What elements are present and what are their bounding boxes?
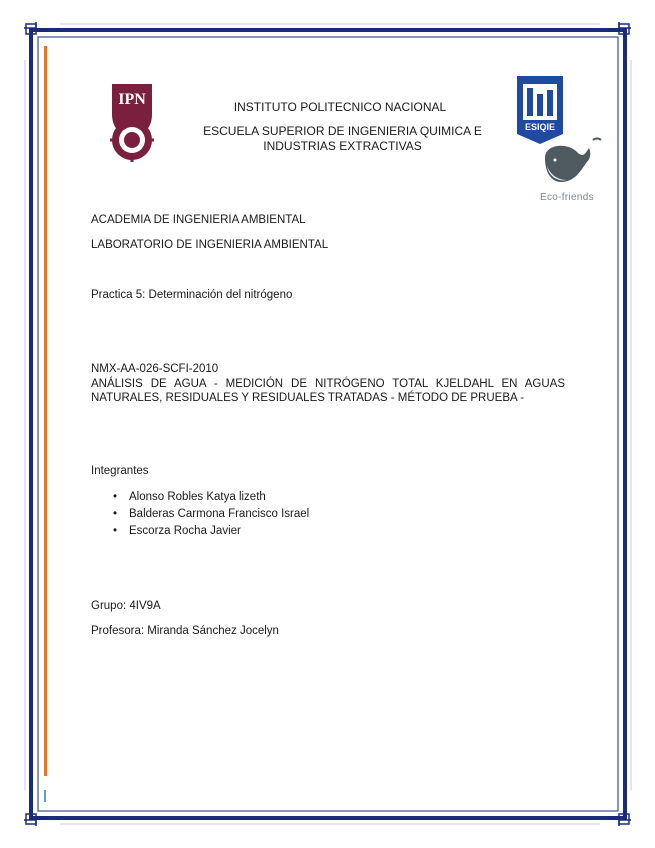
members-list — [113, 490, 309, 541]
institution-name: INSTITUTO POLITECNICO NACIONAL — [233, 100, 447, 114]
professor-label: Profesora: Miranda Sánchez Jocelyn — [91, 625, 279, 637]
svg-text:IPN: IPN — [118, 91, 146, 108]
list-item: • Escorza Rocha Javier — [113, 524, 309, 541]
list-item: • Balderas Carmona Francisco Israel — [113, 507, 309, 524]
members-heading: Integrantes — [91, 465, 149, 477]
norm-title: ANÁLISIS DE AGUA - MEDICIÓN DE NITRÓGENO TOTAL KJELDAHL EN AGUAS NATURALES, RESIDUALES Y RESIDUALES TRATADAS - MÉTODO DE PRUEBA - — [91, 378, 565, 404]
school-name: ESCUELA SUPERIOR DE INGENIERIA QUIMICA E INDUSTRIAS EXTRACTIVAS — [203, 124, 482, 153]
academy-name: ACADEMIA DE INGENIERIA AMBIENTAL — [91, 214, 306, 226]
norm-code: NMX-AA-026-SCFI-2010 — [91, 363, 219, 375]
group-label: Grupo: 4IV9A — [91, 600, 161, 612]
accent-bar — [44, 46, 47, 776]
practice-title: Practica 5: Determinación del nitrógeno — [91, 289, 293, 301]
ipn-logo-icon — [104, 82, 160, 164]
laboratory-name: LABORATORIO DE INGENIERIA AMBIENTAL — [91, 239, 329, 251]
accent-tick — [44, 790, 46, 802]
eco-friends-label: Eco-friends — [540, 192, 594, 203]
list-item: • Alonso Robles Katya lizeth — [113, 490, 309, 507]
svg-text:ESIQIE: ESIQIE — [524, 122, 556, 132]
